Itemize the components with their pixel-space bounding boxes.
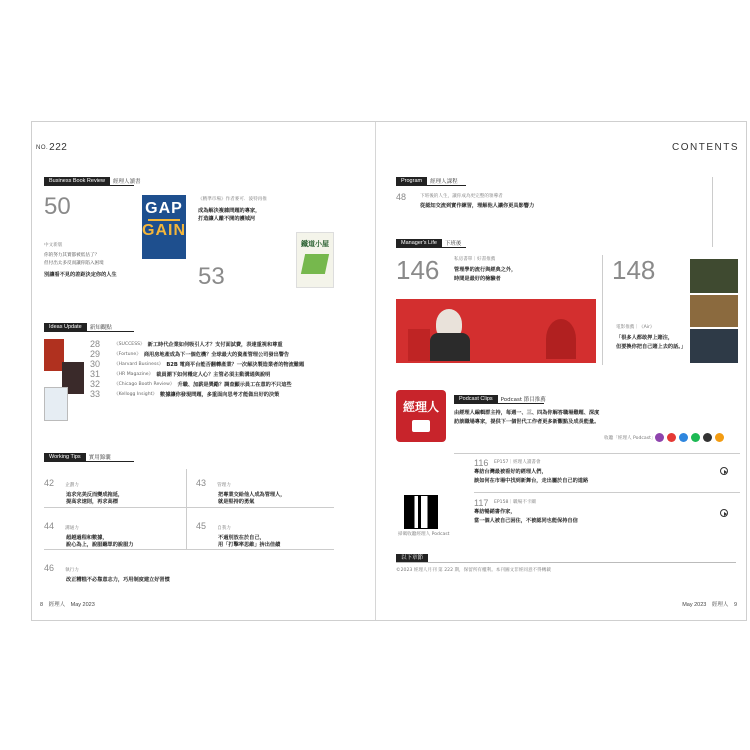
- page-folio: [36, 600, 95, 608]
- entry-headline: 時間是最好的檢驗者: [454, 276, 501, 282]
- page-number-146: 146: [396, 255, 440, 285]
- podcast-logo: [396, 390, 446, 442]
- plant-shape: [546, 319, 576, 359]
- logo-text: 經理人: [402, 400, 439, 414]
- column-divider: [712, 177, 713, 247]
- entry-meta: 下班後的人生，讓你成為更完整的領導者: [420, 194, 503, 199]
- folio-brand: 經理人: [48, 602, 66, 608]
- list-item: [90, 379, 304, 389]
- section-rule: [44, 461, 134, 462]
- footer-note: ©2023 經理人月刊 第 222 期，保留所有權利。本刊圖文非經同意不得轉載: [396, 568, 551, 573]
- film-still: [690, 329, 738, 363]
- item-number: 45: [196, 521, 207, 531]
- item-title: 改正糟糕不必靠意志力，巧用制度建立好習慣: [66, 577, 170, 583]
- row-divider: [474, 492, 740, 493]
- entry-headline: 成為解決複雜問題的專家，: [198, 208, 261, 214]
- section-subtitle: 經理人課程: [430, 179, 458, 185]
- page-number-53: 53: [198, 263, 225, 290]
- film-still: [690, 259, 738, 293]
- episode-title: 談如何在市場中找到新舞台，走出屬於自己的道路: [474, 478, 589, 484]
- google-podcasts-icon[interactable]: [715, 433, 724, 442]
- item-number: 42: [44, 478, 55, 488]
- item-source: 《Harvard Business》: [114, 362, 164, 367]
- episode-title: 專訪台灣最被看好的經理人們，: [474, 469, 547, 475]
- ideas-update-list: [90, 339, 304, 399]
- item-meta: 自我力: [217, 526, 231, 531]
- item-title: 提高求速則，再求高標: [66, 499, 118, 506]
- section-header-footer: [396, 554, 428, 562]
- kkbox-icon[interactable]: [679, 433, 688, 442]
- page-folio: [682, 600, 741, 608]
- section-header-program: [396, 177, 458, 185]
- item-title: 新工時代企業如何吸引人才？支付面試費，表達重視和尊重: [147, 341, 283, 348]
- item-number: 43: [196, 478, 207, 488]
- section-subtitle: 新知觀點: [89, 325, 112, 331]
- item-meta: 管理力: [217, 483, 231, 488]
- section-tag: Podcast Clips: [454, 395, 498, 403]
- book-title-line: GAP: [145, 200, 183, 217]
- column-divider: [186, 469, 187, 549]
- entry-headline: 「很多人都敢押上賭注，: [616, 335, 674, 341]
- item-title: 裁員潮下如何穩定人心？主管必須主動溝通與說明: [156, 371, 271, 378]
- section-subtitle: 經理人讀書: [112, 179, 141, 185]
- film-still: [690, 295, 738, 327]
- item-title: B2B 電商平台能否翻轉產業？一次解決製造業者的物流難題: [166, 361, 305, 368]
- person-body: [430, 333, 470, 361]
- item-title: 用「打擊率思維」拚出佳績: [218, 542, 281, 549]
- list-item: [90, 359, 304, 369]
- item-title: 說心為上，說服聽眾的說服力: [66, 542, 134, 549]
- entry-meta: 電影推薦｜《Air》: [616, 325, 655, 330]
- entry-headline: 打造讓人離不開的護城河: [198, 216, 256, 222]
- book-title-line: GAIN: [142, 222, 186, 239]
- column-divider: [602, 255, 603, 365]
- item-meta: 溝通力: [65, 526, 79, 531]
- podcast-description: 由經理人編輯群主持，每週一、三、四為你解答職場難題、深度: [454, 410, 600, 416]
- tip-item: [44, 514, 133, 549]
- item-number: 46: [44, 563, 55, 573]
- section-subtitle: 實用錦囊: [88, 455, 111, 461]
- left-page: [32, 122, 375, 620]
- item-title: 數據讓你發現問題，多重面向思考才能做出好的決策: [160, 391, 280, 398]
- section-tag: 以下章節: [396, 554, 428, 562]
- section-header-managers-life: [396, 239, 461, 247]
- entry-meta: 私房書單｜好書推薦: [454, 257, 496, 262]
- soundon-icon[interactable]: [703, 433, 712, 442]
- section-rule: [396, 185, 466, 186]
- page-number-148: 148: [612, 255, 656, 285]
- apple-podcasts-icon[interactable]: [655, 433, 664, 442]
- interview-photo: [396, 299, 596, 363]
- youtube-icon[interactable]: [667, 433, 676, 442]
- spotify-icon[interactable]: [691, 433, 700, 442]
- tip-item: [44, 471, 123, 506]
- folio-date: May 2023: [70, 602, 95, 608]
- qr-caption: 掃碼收聽經理人 Podcast: [398, 532, 450, 537]
- list-item: [90, 389, 304, 399]
- contents-heading: CONTENTS: [672, 142, 739, 153]
- house-illustration: [301, 254, 329, 274]
- section-subtitle: 下班後: [444, 241, 462, 247]
- section-tag: Business Book Review: [44, 177, 110, 185]
- platform-icons: [655, 433, 724, 442]
- folio-date: May 2023: [682, 602, 707, 608]
- section-header-working-tips: [44, 453, 111, 461]
- section-rule: [396, 562, 736, 563]
- section-header-business-book-review: [44, 177, 140, 185]
- entry-line: 但付出太多反而讓你陷入困境: [44, 261, 104, 266]
- entry-meta: 《精準市場》作者麥可．波特再推: [198, 197, 267, 202]
- item-number: 31: [90, 369, 101, 379]
- item-title: 把專業交給他人成為管理人，: [218, 492, 286, 498]
- episode-meta: EP158｜職場不卡關: [494, 500, 537, 505]
- entry-headline: 管理學的流行與經典之外，: [454, 267, 517, 273]
- episode-meta: EP157｜經理人讀書會: [494, 460, 541, 465]
- section-rule: [396, 247, 466, 248]
- row-divider: [44, 549, 334, 550]
- section-header-podcast-clips: [454, 395, 546, 403]
- entry-headline: 從認知交流到實作練習，理解他人讓你更具影響力: [420, 203, 535, 209]
- section-rule: [44, 331, 134, 332]
- section-rule: [44, 185, 134, 186]
- section-tag: Working Tips: [44, 453, 86, 461]
- page-number-48: 48: [396, 192, 407, 202]
- magazine-spread: [31, 121, 747, 621]
- item-title: 商用房地產成為下一個危機？全球最大的資產管理公司發出警告: [143, 351, 290, 358]
- qr-code[interactable]: [404, 495, 438, 529]
- play-icon[interactable]: [720, 509, 728, 517]
- listen-label: 收聽「經理人 Podcast」: [604, 436, 656, 441]
- row-divider: [44, 507, 334, 508]
- item-source: 《Fortune》: [114, 352, 141, 357]
- magazine-cover: [44, 387, 68, 421]
- item-source: 《Chicago Booth Review》: [114, 382, 175, 387]
- row-divider: [454, 453, 740, 454]
- item-title: 追求完美反而變成拖延，: [66, 492, 124, 498]
- item-source: 《HR Magazine》: [114, 372, 154, 377]
- right-page: [376, 122, 747, 620]
- cover-stripe: [148, 219, 180, 221]
- tip-item: [196, 514, 280, 549]
- book-cover-gap-gain: [142, 195, 186, 259]
- episode-number: 117: [474, 498, 489, 508]
- section-subtitle: Podcast 節目推薦: [500, 397, 546, 403]
- item-title: 不過別放在於自己，: [218, 535, 265, 541]
- item-meta: 執行力: [65, 568, 79, 573]
- list-item: [90, 339, 304, 349]
- episode-title: 當一個人被自己困住，不被認同也能保持自信: [474, 518, 578, 524]
- page-number-50: 50: [44, 193, 71, 220]
- episode-number: 116: [474, 458, 489, 468]
- tip-item: [44, 556, 170, 584]
- list-item: [90, 369, 304, 379]
- folio-page-number: 9: [733, 602, 737, 608]
- microphone-icon: [412, 420, 430, 432]
- book-title: 鐵道小屋: [301, 240, 329, 248]
- entry-headline: 但要換你把自己賭上去的話。」: [616, 344, 687, 350]
- podcast-description: 訪談職場專家，提供下一個世代工作者更多新觀點及成長能量。: [454, 419, 600, 425]
- item-number: 33: [90, 389, 101, 399]
- section-tag: Manager's Life: [396, 239, 442, 247]
- folio-page-number: 8: [40, 602, 44, 608]
- section-rule: [454, 403, 544, 404]
- item-number: 30: [90, 359, 101, 369]
- item-title: 超越過程和數據，: [66, 535, 108, 541]
- entry-meta: 中文新版: [44, 243, 63, 248]
- chair-shape: [408, 329, 430, 361]
- item-number: 29: [90, 349, 101, 359]
- item-number: 32: [90, 379, 101, 389]
- folio-brand: 經理人: [711, 602, 729, 608]
- list-item: [90, 349, 304, 359]
- item-title: 升職、加薪是獎勵？調查顯示員工在意的不只這些: [177, 381, 292, 388]
- item-title: 就是堅持的勇氣: [218, 499, 255, 506]
- episode-title: 專訪暢銷書作家，: [474, 509, 516, 515]
- section-header-ideas-update: [44, 323, 112, 331]
- tip-item: [196, 471, 285, 506]
- magazine-cover: [44, 339, 64, 371]
- section-tag: Program: [396, 177, 427, 185]
- item-number: 28: [90, 339, 101, 349]
- issue-number: NO.222: [36, 142, 68, 153]
- play-icon[interactable]: [720, 467, 728, 475]
- entry-headline: 別讓看不見的差距決定你的人生: [44, 272, 117, 278]
- item-source: 《Kellogg Insight》: [114, 392, 158, 397]
- section-tag: Ideas Update: [44, 323, 87, 331]
- item-meta: 企劃力: [65, 483, 79, 488]
- book-cover-green: [296, 232, 334, 288]
- entry-line: 你的努力其實都被低估了？: [44, 253, 100, 258]
- item-number: 44: [44, 521, 55, 531]
- item-source: 《SUCCESS》: [114, 342, 145, 347]
